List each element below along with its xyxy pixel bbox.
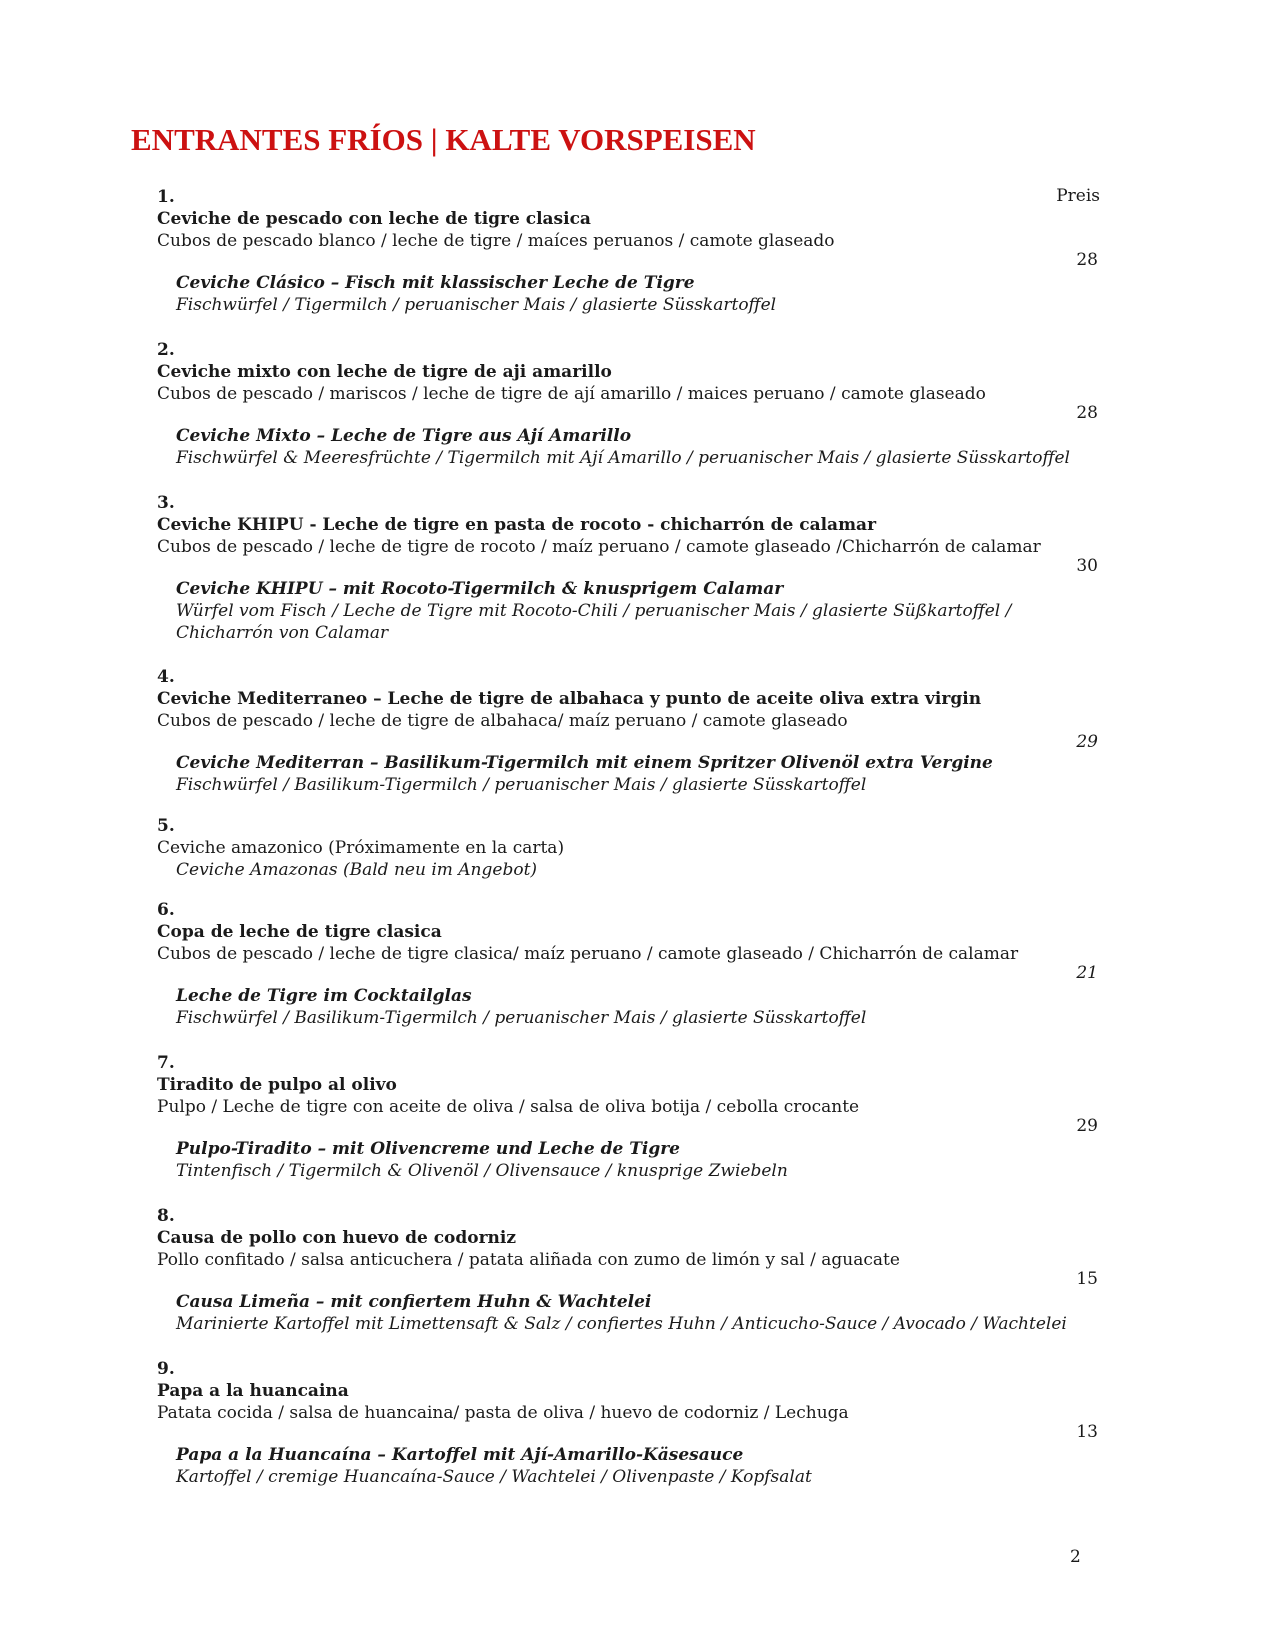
item-de-block — [157, 1444, 1037, 1488]
item-desc-es: Pulpo / Leche de tigre con aceite de oliva / salsa de oliva botija / cebolla crocante — [157, 1097, 860, 1117]
item-name-es: Papa a la huancaina — [157, 1381, 349, 1401]
item-name-de: Ceviche Mediterran – Basilikum-Tigermilch mit einem Spritzer Olivenöl extra Vergine — [176, 753, 993, 773]
item-desc-es: Pollo confitado / salsa anticuchera / patata aliñada con zumo de limón y sal / aguacate — [157, 1250, 900, 1270]
item-name-es: Ceviche de pescado con leche de tigre clasica — [157, 209, 591, 229]
item-desc-de: Marinierte Kartoffel mit Limettensaft & Salz / confiertes Huhn / Anticucho-Sauce / Avocado / Wachtelei — [176, 1314, 1067, 1334]
item-desc-es: Cubos de pescado / leche de tigre de albahaca/ maíz peruano / camote glaseado — [157, 711, 848, 731]
item-number: 5. — [157, 816, 175, 836]
menu-item-2 — [157, 339, 1070, 469]
item-price-6: 21 — [1076, 963, 1098, 983]
item-de-block — [157, 425, 1070, 469]
item-price-9: 13 — [1076, 1422, 1098, 1442]
menu-item-6 — [157, 899, 1037, 1029]
item-number: 2. — [157, 340, 175, 360]
item-de-block — [157, 272, 1037, 316]
item-name-de: Leche de Tigre im Cocktailglas — [176, 986, 472, 1006]
menu-item-9 — [157, 1358, 1037, 1488]
item-name-es: Copa de leche de tigre clasica — [157, 922, 442, 942]
menu-item-7 — [157, 1052, 1037, 1182]
item-price-3: 30 — [1076, 556, 1098, 576]
item-name-es: Ceviche KHIPU - Leche de tigre en pasta de rocoto - chicharrón de calamar — [157, 515, 877, 535]
item-name-de: Ceviche Mixto – Leche de Tigre aus Ají Amarillo — [176, 426, 632, 446]
page-number: 2 — [1070, 1547, 1081, 1567]
item-number: 7. — [157, 1053, 175, 1073]
item-name-de: Causa Limeña – mit confiertem Huhn & Wachtelei — [176, 1292, 652, 1312]
item-number: 9. — [157, 1359, 175, 1379]
page-title: ENTRANTES FRÍOS | KALTE VORSPEISEN — [131, 122, 756, 157]
item-name-de: Pulpo-Tiradito – mit Olivencreme und Leche de Tigre — [176, 1139, 680, 1159]
item-desc-es: Patata cocida / salsa de huancaina/ pasta de oliva / huevo de codorniz / Lechuga — [157, 1403, 849, 1423]
item-price-2: 28 — [1076, 403, 1098, 423]
item-price-7: 29 — [1076, 1116, 1098, 1136]
item-desc-es: Cubos de pescado / leche de tigre de rocoto / maíz peruano / camote glaseado /Chicharrón de calamar — [157, 537, 1041, 557]
item-name-es: Ceviche Mediterraneo – Leche de tigre de albahaca y punto de aceite oliva extra virgin — [157, 689, 982, 709]
item-name-es: Causa de pollo con huevo de codorniz — [157, 1228, 517, 1248]
item-desc-es: Ceviche amazonico (Próximamente en la carta) — [157, 838, 565, 858]
item-desc-de: Fischwürfel / Basilikum-Tigermilch / peruanischer Mais / glasierte Süsskartoffel — [176, 1008, 867, 1028]
item-de-block — [157, 1291, 1067, 1335]
item-desc-de: Fischwürfel / Basilikum-Tigermilch / peruanischer Mais / glasierte Süsskartoffel — [176, 775, 867, 795]
item-de-block — [157, 1138, 1037, 1182]
menu-item-3 — [157, 492, 1041, 644]
menu-item-5 — [157, 815, 1037, 881]
item-number: 1. — [157, 187, 175, 207]
item-de-block — [157, 578, 1037, 644]
item-de-block — [157, 752, 1037, 796]
item-number: 3. — [157, 493, 175, 513]
item-desc-de: Fischwürfel / Tigermilch / peruanischer Mais / glasierte Süsskartoffel — [176, 295, 777, 315]
menu-item-8 — [157, 1205, 1067, 1335]
item-de-block — [157, 985, 1037, 1029]
item-number: 8. — [157, 1206, 175, 1226]
menu-item-4 — [157, 666, 1037, 796]
item-desc-de: Ceviche Amazonas (Bald neu im Angebot) — [176, 860, 538, 880]
item-name-de: Ceviche Clásico – Fisch mit klassischer Leche de Tigre — [176, 273, 695, 293]
item-desc-de: Fischwürfel & Meeresfrüchte / Tigermilch mit Ají Amarillo / peruanischer Mais / glasierte Süsskartoffel — [176, 448, 1070, 468]
item-number: 4. — [157, 667, 175, 687]
item-name-es: Tiradito de pulpo al olivo — [157, 1075, 397, 1095]
item-desc-de: Tintenfisch / Tigermilch & Olivenöl / Olivensauce / knusprige Zwiebeln — [176, 1161, 788, 1181]
item-number: 6. — [157, 900, 175, 920]
item-desc-de: Kartoffel / cremige Huancaína-Sauce / Wachtelei / Olivenpaste / Kopfsalat — [176, 1467, 812, 1487]
item-price-1: 28 — [1076, 250, 1098, 270]
item-price-4: 29 — [1076, 732, 1098, 752]
item-desc-de-cont: Chicharrón von Calamar — [176, 623, 389, 643]
item-desc-es: Cubos de pescado / mariscos / leche de tigre de ají amarillo / maices peruano / camote glaseado — [157, 384, 986, 404]
price-column-header: Preis — [1056, 186, 1100, 206]
item-name-de: Ceviche KHIPU – mit Rocoto-Tigermilch & knusprigem Calamar — [176, 579, 784, 599]
item-desc-es: Cubos de pescado / leche de tigre clasica/ maíz peruano / camote glaseado / Chicharrón de calamar — [157, 944, 1019, 964]
item-desc-de: Würfel vom Fisch / Leche de Tigre mit Rocoto-Chili / peruanischer Mais / glasierte Süßkartoffel / — [176, 601, 1012, 621]
item-desc-es: Cubos de pescado blanco / leche de tigre / maíces peruanos / camote glaseado — [157, 231, 835, 251]
item-name-de: Papa a la Huancaína – Kartoffel mit Ají-Amarillo-Käsesauce — [176, 1445, 744, 1465]
menu-item-1 — [157, 186, 1037, 316]
item-name-es: Ceviche mixto con leche de tigre de aji amarillo — [157, 362, 612, 382]
item-price-8: 15 — [1076, 1269, 1098, 1289]
